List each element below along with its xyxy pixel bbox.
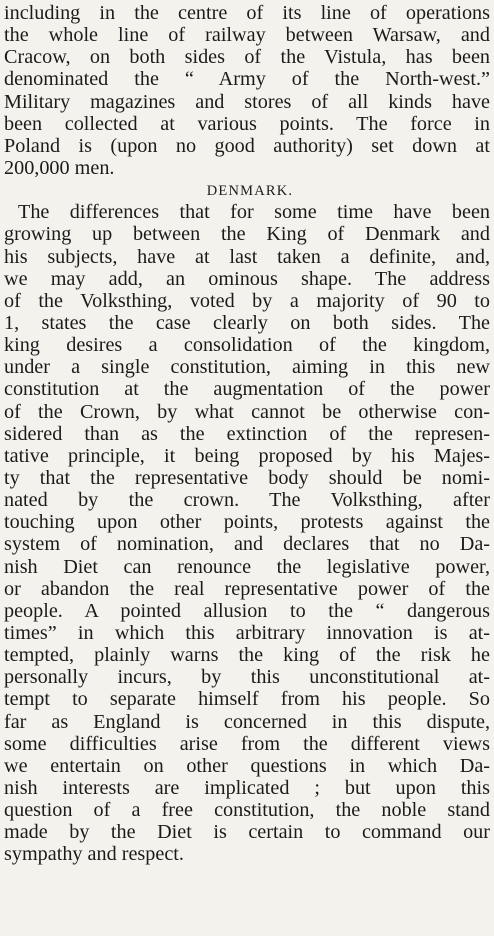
text-line: including in the centre of its line of operations bbox=[4, 2, 490, 24]
text-line: tative principle, it being proposed by his Majes- bbox=[4, 444, 490, 467]
text-line: 1, states the case clearly on both sides. The bbox=[4, 311, 490, 334]
text-line: tempt to separate himself from his people. So bbox=[4, 688, 490, 711]
text-line: nated by the crown. The Volksthing, after bbox=[4, 489, 490, 512]
body-paragraph bbox=[4, 201, 490, 865]
text-line: ty that the representative body should be nomi- bbox=[4, 466, 490, 489]
text-line: system of nomination, and declares that no Da- bbox=[4, 533, 490, 556]
text-line: question of a free constitution, the noble stand bbox=[4, 799, 490, 822]
text-line: made by the Diet is certain to command our bbox=[4, 821, 490, 844]
text-line: constitution at the augmentation of the power bbox=[4, 378, 490, 401]
section-heading: DENMARK. bbox=[206, 183, 294, 200]
text-line: growing up between the King of Denmark and bbox=[4, 223, 490, 246]
text-line: The differences that for some time have been bbox=[18, 201, 490, 224]
text-line: 200,000 men. bbox=[4, 156, 115, 179]
text-line: we entertain on other questions in which Da- bbox=[4, 754, 490, 777]
text-line: times” in which this arbitrary innovation is at- bbox=[4, 621, 490, 644]
article-column bbox=[4, 2, 490, 865]
text-line: nish Diet can renounce the legislative power, bbox=[4, 555, 490, 578]
text-line: the whole line of railway between Warsaw, and bbox=[4, 24, 490, 47]
text-line: Poland is (upon no good authority) set down at bbox=[4, 134, 490, 157]
text-line: personally incurs, by this unconstitutional at- bbox=[4, 666, 490, 689]
text-line: nish interests are implicated ; but upon this bbox=[4, 776, 490, 799]
text-line: denominated the “ Army of the North-west.” bbox=[4, 68, 490, 91]
text-line: king desires a consolidation of the kingdom, bbox=[4, 334, 490, 357]
text-line: tempted, plainly warns the king of the risk he bbox=[4, 644, 490, 667]
text-line: people. A pointed allusion to the “ dangerous bbox=[4, 599, 490, 622]
text-line: Cracow, on both sides of the Vistula, has been bbox=[4, 46, 490, 69]
text-line: some difficulties arise from the different views bbox=[4, 732, 490, 755]
text-line: Military magazines and stores of all kinds have bbox=[4, 90, 490, 113]
intro-paragraph bbox=[4, 2, 490, 179]
text-line: of the Volksthing, voted by a majority of 90 to bbox=[4, 289, 490, 312]
text-line: under a single constitution, aiming in this new bbox=[4, 356, 490, 379]
text-line: or abandon the real representative power of the bbox=[4, 577, 490, 600]
text-line: of the Crown, by what cannot be otherwise con- bbox=[4, 400, 490, 423]
text-line: we may add, an ominous shape. The address bbox=[4, 267, 490, 290]
text-line: touching upon other points, protests against the bbox=[4, 511, 490, 534]
text-line: his subjects, have at last taken a definite, and, bbox=[4, 245, 490, 268]
text-line: far as England is concerned in this dispute, bbox=[4, 710, 490, 733]
text-line: sympathy and respect. bbox=[4, 843, 184, 866]
text-line: been collected at various points. The force in bbox=[4, 112, 490, 135]
text-line: sidered than as the extinction of the represen- bbox=[4, 422, 490, 445]
